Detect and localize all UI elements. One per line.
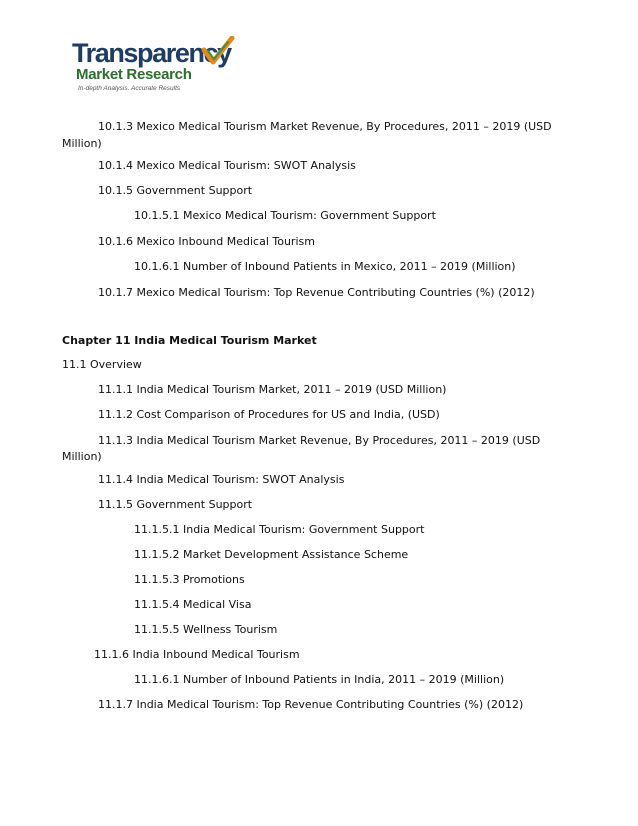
toc-item-11-1-5-1: 11.1.5.1 India Medical Tourism: Government Support — [134, 523, 425, 536]
logo-subtitle: Market Research — [76, 66, 192, 83]
logo-tagline: In-depth Analysis. Accurate Results — [78, 85, 181, 92]
toc-item-11-1-3-cont: Million) — [62, 450, 102, 463]
toc-item-11-1-4: 11.1.4 India Medical Tourism: SWOT Analysis — [98, 473, 345, 486]
toc-item-10-1-6: 10.1.6 Mexico Inbound Medical Tourism — [98, 235, 315, 248]
toc-item-10-1-3-cont: Million) — [62, 137, 102, 150]
toc-item-10-1-7: 10.1.7 Mexico Medical Tourism: Top Revenue Contributing Countries (%) (2012) — [98, 286, 535, 299]
toc-item-10-1-6-1: 10.1.6.1 Number of Inbound Patients in Mexico, 2011 – 2019 (Million) — [134, 260, 516, 273]
toc-item-11-1-6: 11.1.6 India Inbound Medical Tourism — [94, 648, 300, 661]
toc-item-10-1-4: 10.1.4 Mexico Medical Tourism: SWOT Analysis — [98, 159, 356, 172]
toc-item-11-1-5: 11.1.5 Government Support — [98, 498, 253, 511]
toc-item-11-1-2: 11.1.2 Cost Comparison of Procedures for US and India, (USD) — [98, 408, 440, 421]
toc-item-10-1-5: 10.1.5 Government Support — [98, 184, 253, 197]
toc-item-11-1-5-2: 11.1.5.2 Market Development Assistance Scheme — [134, 548, 409, 561]
toc-item-11-1-7: 11.1.7 India Medical Tourism: Top Revenue Contributing Countries (%) (2012) — [98, 698, 524, 711]
toc-item-11-1-5-4: 11.1.5.4 Medical Visa — [134, 598, 252, 611]
toc-item-11-1: 11.1 Overview — [62, 358, 142, 371]
toc-item-10-1-3: 10.1.3 Mexico Medical Tourism Market Revenue, By Procedures, 2011 – 2019 (USD — [98, 120, 552, 133]
chapter-11-heading: Chapter 11 India Medical Tourism Market — [62, 334, 317, 347]
toc-item-11-1-3: 11.1.3 India Medical Tourism Market Revenue, By Procedures, 2011 – 2019 (USD — [98, 434, 541, 447]
toc-item-11-1-6-1: 11.1.6.1 Number of Inbound Patients in India, 2011 – 2019 (Million) — [134, 673, 505, 686]
toc-item-11-1-5-3: 11.1.5.3 Promotions — [134, 573, 245, 586]
toc-item-11-1-5-5: 11.1.5.5 Wellness Tourism — [134, 623, 278, 636]
logo-brand-text: Transparency — [72, 38, 231, 68]
toc-item-10-1-5-1: 10.1.5.1 Mexico Medical Tourism: Government Support — [134, 209, 436, 222]
toc-item-11-1-1: 11.1.1 India Medical Tourism Market, 2011 – 2019 (USD Million) — [98, 383, 447, 396]
